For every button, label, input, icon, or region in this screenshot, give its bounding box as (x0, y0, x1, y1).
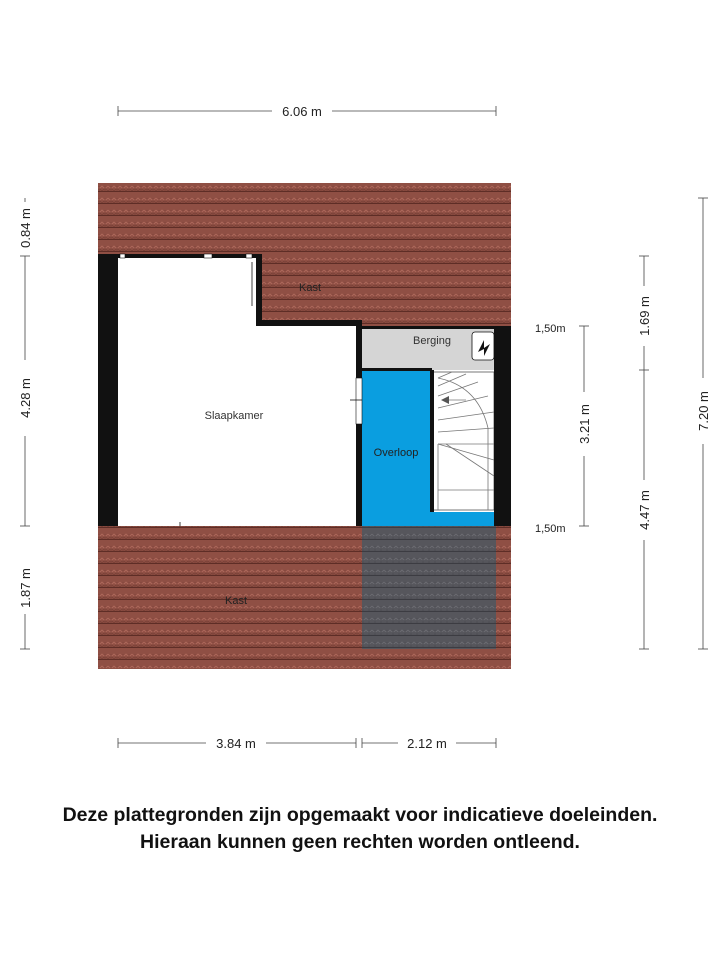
dim-left-bottom: 1.87 m (18, 568, 33, 608)
boiler-icon (472, 332, 494, 360)
dim-left-top: 0.84 m (18, 208, 33, 248)
dim-right-mid-top: 1.69 m (637, 296, 652, 336)
overloop-floor-strip (434, 512, 496, 526)
disclaimer-line-2: Hieraan kunnen geen rechten worden ontleend. (140, 831, 580, 853)
roof-shadow-area (362, 526, 496, 649)
dim-right-mid-bottom: 4.47 m (637, 490, 652, 530)
dim-right-inner: 3.21 m (577, 404, 592, 444)
disclaimer (0, 802, 720, 856)
dim-right-outer: 7.20 m (696, 391, 711, 431)
overloop-label: Overloop (373, 447, 419, 459)
dim-bottom-left: 3.84 m (216, 736, 256, 751)
roof-kast-top (260, 256, 496, 326)
stair-area (430, 370, 496, 512)
roof-top (98, 183, 511, 256)
kast-top-label: Kast (298, 282, 322, 294)
dim-bottom-right: 2.12 m (407, 736, 447, 751)
berging-label: Berging (413, 335, 451, 347)
kast-bottom-label: Kast (224, 595, 248, 607)
height-lower: 1,50m (535, 523, 566, 535)
slaapkamer-label: Slaapkamer (204, 410, 264, 422)
dim-left-mid: 4.28 m (18, 378, 33, 418)
height-upper: 1,50m (535, 323, 566, 335)
dim-top-width: 6.06 m (282, 104, 322, 119)
slaapkamer-floor-lower (116, 326, 358, 526)
disclaimer-line-1: Deze plattegronden zijn opgemaakt voor indicatieve doeleinden. (62, 804, 658, 826)
